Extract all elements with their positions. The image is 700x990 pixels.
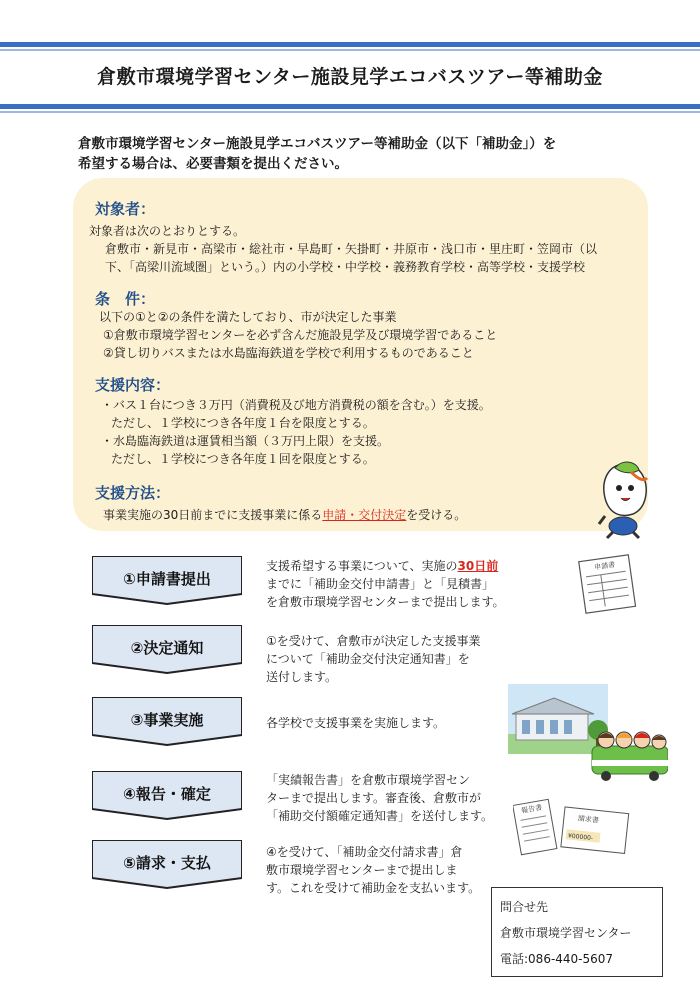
- intro-line-1: 倉敷市環境学習センター施設見学エコバスツアー等補助金（以下「補助金」）を: [78, 136, 557, 152]
- header-band-top-thin: [0, 49, 700, 51]
- mascot-icon: [593, 458, 655, 540]
- step-2-desc-line-2: について「補助金交付決定通知書」を: [266, 652, 470, 666]
- header-band-bottom-thin: [0, 111, 700, 113]
- invoice-amount: ¥00000-: [567, 832, 594, 843]
- application-form-icon: [574, 552, 640, 614]
- support-heading: 支援内容：: [95, 376, 171, 394]
- contact-label: 問合せ先: [500, 900, 549, 914]
- step-5-desc-line-1: ④を受けて、「補助金交付請求書」倉: [266, 845, 463, 859]
- report-title: 報告書: [520, 803, 543, 816]
- step-1-desc-line-1: [266, 557, 505, 575]
- step-5-desc-line-3: す。これを受けて補助金を支払います。: [266, 881, 481, 895]
- method-text-highlight: 申請・交付決定: [322, 508, 407, 522]
- report-invoice-icon: [513, 798, 633, 860]
- step-5-description: [266, 843, 480, 897]
- step-3-desc-line-1: 各学校で支援事業を実施します。: [266, 716, 446, 730]
- step-2-label: ②決定通知: [130, 638, 204, 657]
- contact-phone[interactable]: 電話:086-440-5607: [500, 952, 614, 966]
- step-4-desc-line-3: 「補助交付額確定通知書」を送付します。: [266, 809, 494, 823]
- step-4-description: [266, 771, 493, 825]
- method-text: [103, 506, 466, 524]
- facility-bus-illustration-icon: [508, 684, 668, 784]
- step-5-payment: [92, 840, 242, 890]
- contact-name: 倉敷市環境学習センター: [500, 926, 632, 940]
- support-line-1: ・バス１台につき３万円（消費税及び地方消費税の額を含む。）を支援。: [101, 398, 491, 412]
- intro-line-2: 希望する場合は、必要書類を提出ください。: [78, 156, 348, 172]
- step-1-desc-line-3: を倉敷市環境学習センターまで提出します。: [266, 595, 505, 609]
- step-1-desc-highlight: 30日前: [457, 559, 499, 573]
- header-band-top: [0, 42, 700, 47]
- step-4-report: [92, 771, 242, 821]
- support-line-2: ただし、１学校につき各年度１台を限度とする。: [111, 416, 375, 430]
- step-1-desc-before: 支援希望する事業について、実施の: [266, 559, 458, 573]
- target-line-1: 対象者は次のとおりとする。: [89, 224, 246, 238]
- conditions-line-3: ②貸し切りバスまたは水島臨海鉄道を学校で利用するものであること: [103, 346, 474, 360]
- step-3-description: [266, 714, 445, 732]
- step-3-implementation: [92, 697, 242, 747]
- target-line-2: 倉敷市・新見市・高梁市・総社市・早島町・矢掛町・井原市・浅口市・里庄町・笠岡市（以: [105, 242, 598, 256]
- method-text-before: 事業実施の30日前までに支援事業に係る: [103, 508, 323, 522]
- target-line-3: 下、「高梁川流域圏」という。）内の小学校・中学校・義務教育学校・高等学校・支援学校: [105, 260, 586, 274]
- conditions-line-1: 以下の①と②の条件を満たしており、市が決定した事業: [99, 310, 397, 324]
- invoice-title: 請求書: [577, 814, 600, 825]
- step-5-label: ⑤請求・支払: [123, 853, 211, 872]
- conditions-heading: 条 件：: [95, 290, 156, 308]
- step-4-label: ④報告・確定: [123, 784, 211, 803]
- step-4-desc-line-2: ターまで提出します。審査後、倉敷市が: [266, 791, 482, 805]
- step-1-label: ①申請書提出: [123, 569, 211, 588]
- method-heading: 支援方法：: [95, 484, 171, 502]
- intro-text: [78, 134, 638, 174]
- step-3-label: ③事業実施: [130, 710, 204, 729]
- step-4-desc-line-1: 「実績報告書」を倉敷市環境学習セン: [266, 773, 471, 787]
- page-title: 倉敷市環境学習センター施設見学エコバスツアー等補助金: [97, 66, 603, 88]
- contact-box: [491, 887, 663, 977]
- support-line-4: ただし、１学校につき各年度１回を限度とする。: [111, 452, 375, 466]
- application-form-title: 申請書: [593, 560, 616, 572]
- step-5-desc-line-2: 敷市環境学習センターまで提出しま: [266, 863, 458, 877]
- step-2-desc-line-1: ①を受けて、倉敷市が決定した支援事業: [266, 634, 481, 648]
- eligibility-panel: [73, 178, 648, 531]
- support-line-3: ・水島臨海鉄道は運賃相当額（３万円上限）を支援。: [101, 434, 390, 448]
- conditions-line-2: ①倉敷市環境学習センターを必ず含んだ施設見学及び環境学習であること: [103, 328, 498, 342]
- target-heading: 対象者：: [95, 200, 156, 218]
- header-band-bottom: [0, 104, 700, 109]
- step-1-desc-line-2: までに「補助金交付申請書」と「見積書」: [266, 577, 495, 591]
- step-2-decision: [92, 625, 242, 675]
- step-1-description: [266, 557, 505, 611]
- step-2-description: [266, 632, 481, 686]
- step-1-application: [92, 556, 242, 606]
- method-text-after: を受ける。: [406, 508, 467, 522]
- step-2-desc-line-3: 送付します。: [266, 670, 338, 684]
